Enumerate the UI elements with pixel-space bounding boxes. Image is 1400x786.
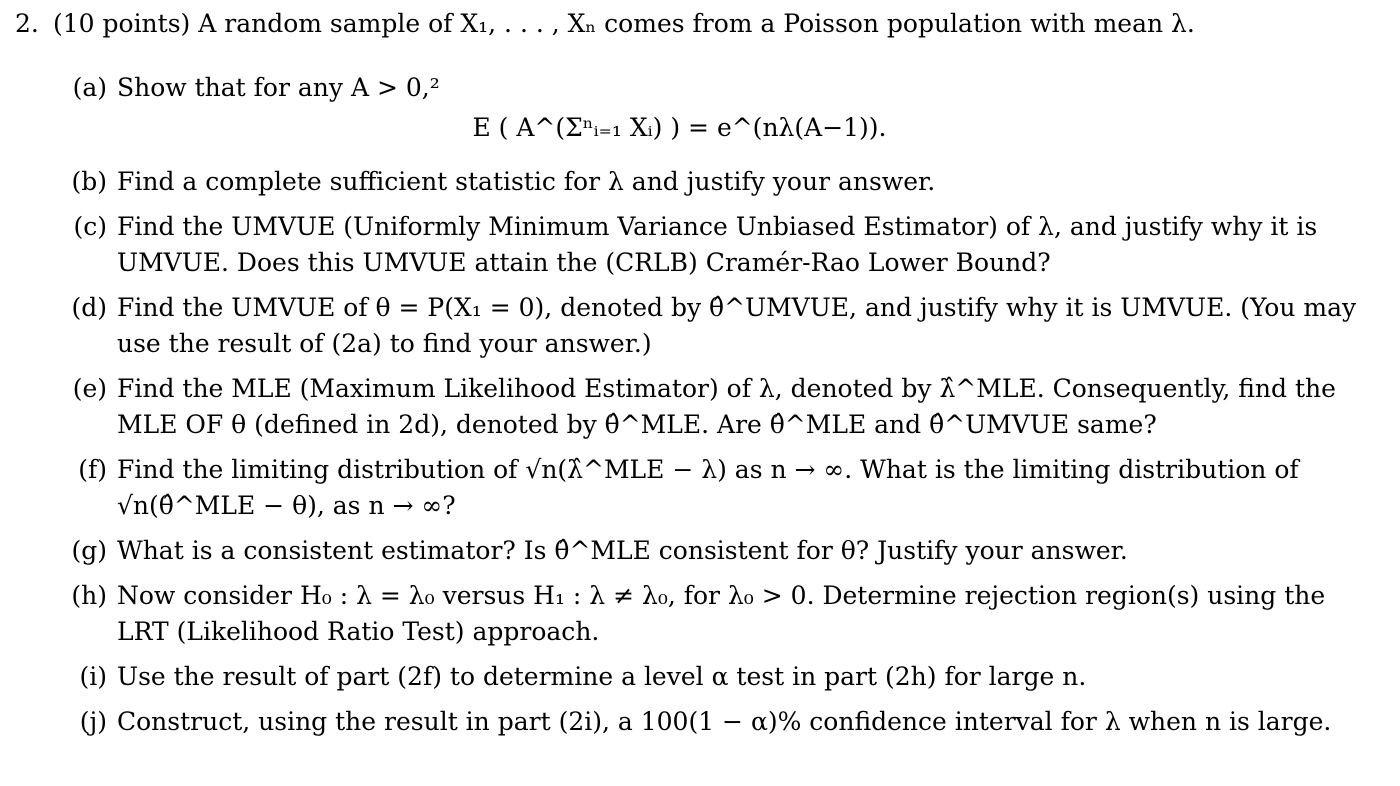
part-label: (c) — [73, 212, 107, 241]
part-label: (b) — [71, 167, 107, 196]
part-text: Show that for any A > 0,² — [117, 73, 440, 102]
part-label: (a) — [72, 73, 107, 102]
part-text: Find the limiting distribution of √n(λ̂^MLE − λ) as n → ∞. What is the limiting distribution of √n(θ̂^MLE − θ), as n → ∞? — [117, 455, 1299, 520]
part-text: Find the MLE (Maximum Likelihood Estimator) of λ, denoted by λ̂^MLE. Consequently, find the MLE OF θ (defined in 2d), denoted by θ̂^MLE. Are θ̂^MLE and θ̂^UMVUE same? — [117, 374, 1336, 439]
part-b — [62, 164, 1362, 200]
part-label: (g) — [71, 536, 107, 565]
part-c — [62, 209, 1362, 281]
problem-parts — [62, 70, 1362, 749]
part-text: Find the UMVUE of θ = P(X₁ = 0), denoted by θ̂^UMVUE, and justify why it is UMVUE. (You may use the result of (2a) to find your answer.) — [117, 293, 1357, 358]
part-f — [62, 452, 1362, 524]
problem-number: 2. — [15, 9, 39, 38]
part-j — [62, 704, 1362, 740]
part-h — [62, 578, 1362, 650]
part-i — [62, 659, 1362, 695]
part-g — [62, 533, 1362, 569]
part-a — [62, 70, 1362, 146]
part-label: (e) — [72, 374, 107, 403]
part-d — [62, 290, 1362, 362]
part-text: Find the UMVUE (Uniformly Minimum Variance Unbiased Estimator) of λ, and justify why it is UMVUE. Does this UMVUE attain the (CRLB) Cramér-Rao Lower Bound? — [117, 212, 1318, 277]
problem-text: (10 points) A random sample of X₁, . . . , Xₙ comes from a Poisson population with mean λ. — [53, 9, 1195, 38]
part-text: Now consider H₀ : λ = λ₀ versus H₁ : λ ≠ λ₀, for λ₀ > 0. Determine rejection region(s) using the LRT (Likelihood Ratio Test) approach. — [117, 581, 1326, 646]
part-text: What is a consistent estimator? Is θ̂^MLE consistent for θ? Justify your answer. — [117, 536, 1128, 565]
part-text: Use the result of part (2f) to determine a level α test in part (2h) for large n. — [117, 662, 1087, 691]
part-label: (f) — [78, 455, 107, 484]
display-equation: E ( A^(Σⁿᵢ₌₁ Xᵢ) ) = e^(nλ(A−1)). — [472, 113, 887, 142]
part-e — [62, 371, 1362, 443]
part-label: (i) — [79, 662, 107, 691]
problem-statement — [15, 6, 1385, 42]
part-text: Construct, using the result in part (2i), a 100(1 − α)% confidence interval for λ when n is large. — [117, 707, 1332, 736]
part-text: Find a complete sufficient statistic for λ and justify your answer. — [117, 167, 936, 196]
part-label: (d) — [71, 293, 107, 322]
part-label: (h) — [71, 581, 107, 610]
part-label: (j) — [79, 707, 107, 736]
